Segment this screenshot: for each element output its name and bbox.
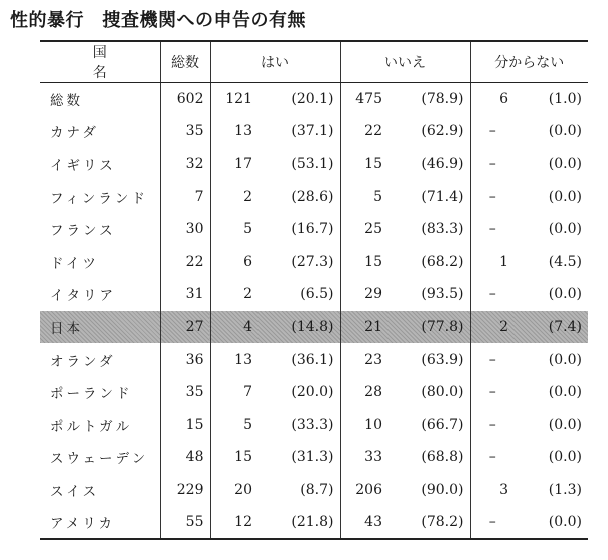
table-row: [40, 278, 588, 311]
total-cell: 35: [160, 115, 210, 148]
no-count-cell: 25: [340, 213, 388, 246]
table-row: [40, 148, 588, 181]
unknown-count-cell: –: [470, 376, 514, 409]
country-name-cell: ドイツ: [50, 255, 99, 272]
yes-count-cell: 15: [210, 441, 258, 474]
no-count-cell: 29: [340, 278, 388, 311]
yes-percent-cell: (8.7): [300, 481, 334, 498]
unknown-percent-cell: (0.0): [548, 449, 582, 466]
unknown-percent-cell: (0.0): [548, 384, 582, 401]
no-percent-cell: (80.0): [421, 384, 464, 401]
country-name-cell: イギリス: [50, 157, 116, 174]
no-count-cell: 33: [340, 441, 388, 474]
table-row: [40, 83, 588, 116]
unknown-count-cell: 6: [470, 83, 514, 116]
total-cell: 15: [160, 408, 210, 441]
total-cell: 32: [160, 148, 210, 181]
no-count-cell: 21: [340, 311, 388, 344]
unknown-percent-cell: (0.0): [548, 123, 582, 140]
yes-count-cell: 2: [210, 180, 258, 213]
country-name-cell: ポーランド: [50, 386, 133, 403]
total-cell: 602: [160, 83, 210, 116]
unknown-count-cell: –: [470, 213, 514, 246]
yes-count-cell: 12: [210, 506, 258, 539]
unknown-percent-cell: (0.0): [548, 221, 582, 238]
header-total: 総数: [160, 41, 210, 83]
no-percent-cell: (90.0): [421, 481, 464, 498]
table-title: 性的暴行 捜査機関への申告の有無: [10, 10, 306, 31]
header-yes: はい: [210, 41, 340, 83]
unknown-percent-cell: (0.0): [548, 155, 582, 172]
table-row: [40, 441, 588, 474]
no-count-cell: 15: [340, 245, 388, 278]
unknown-percent-cell: (4.5): [548, 253, 582, 270]
unknown-percent-cell: (0.0): [548, 286, 582, 303]
yes-percent-cell: (14.8): [258, 311, 340, 344]
yes-count-cell: 121: [210, 83, 258, 116]
no-count-cell: 10: [340, 408, 388, 441]
table-row: [40, 213, 588, 246]
unknown-percent-cell: (7.4): [514, 311, 588, 344]
total-cell: 30: [160, 213, 210, 246]
table-row: [40, 408, 588, 441]
country-name-cell: アメリカ: [40, 506, 160, 539]
header-unknown: 分からない: [470, 41, 588, 83]
yes-percent-cell: (20.1): [291, 91, 334, 108]
unknown-percent-cell: (0.0): [548, 416, 582, 433]
country-name-cell: オランダ: [50, 353, 116, 370]
no-count-cell: 28: [340, 376, 388, 409]
unknown-percent-cell: (0.0): [548, 188, 582, 205]
country-name-cell: 日本: [40, 311, 160, 344]
table-row: [40, 180, 588, 213]
unknown-count-cell: –: [470, 115, 514, 148]
yes-percent-cell: (31.3): [291, 449, 334, 466]
unknown-count-cell: –: [470, 180, 514, 213]
no-percent-cell: (62.9): [421, 123, 464, 140]
country-name-cell: スイス: [50, 483, 100, 500]
yes-count-cell: 5: [210, 408, 258, 441]
header-no: いいえ: [340, 41, 470, 83]
header-row: [40, 41, 588, 83]
country-name-cell: カナダ: [50, 125, 99, 142]
no-count-cell: 43: [340, 506, 388, 539]
country-name-cell: スウェーデン: [50, 451, 149, 468]
total-cell: 55: [160, 506, 210, 539]
no-percent-cell: (78.2): [388, 506, 470, 539]
table-row: [40, 343, 588, 376]
no-percent-cell: (66.7): [421, 416, 464, 433]
unknown-count-cell: –: [470, 441, 514, 474]
no-count-cell: 15: [340, 148, 388, 181]
no-count-cell: 206: [340, 474, 388, 507]
total-cell: 7: [160, 180, 210, 213]
total-cell: 35: [160, 376, 210, 409]
total-cell: 31: [160, 278, 210, 311]
yes-percent-cell: (16.7): [291, 221, 334, 238]
unknown-count-cell: 2: [470, 311, 514, 344]
no-count-cell: 22: [340, 115, 388, 148]
country-name-cell: フランス: [50, 223, 116, 240]
unknown-percent-cell: (1.0): [548, 91, 582, 108]
yes-count-cell: 13: [210, 343, 258, 376]
table-row: [40, 245, 588, 278]
country-name-cell: 総数: [50, 93, 83, 110]
country-name-cell: イタリア: [50, 288, 116, 305]
no-count-cell: 5: [340, 180, 388, 213]
table-body: [40, 83, 588, 539]
total-cell: 36: [160, 343, 210, 376]
yes-count-cell: 5: [210, 213, 258, 246]
yes-percent-cell: (27.3): [291, 253, 334, 270]
country-name-cell: ポルトガル: [50, 418, 133, 435]
yes-count-cell: 20: [210, 474, 258, 507]
total-cell: 27: [160, 311, 210, 344]
yes-count-cell: 13: [210, 115, 258, 148]
unknown-count-cell: 3: [470, 474, 514, 507]
yes-count-cell: 4: [210, 311, 258, 344]
yes-percent-cell: (6.5): [300, 286, 334, 303]
unknown-count-cell: –: [470, 408, 514, 441]
unknown-percent-cell: (0.0): [548, 351, 582, 368]
no-count-cell: 23: [340, 343, 388, 376]
no-percent-cell: (83.3): [421, 221, 464, 238]
total-cell: 48: [160, 441, 210, 474]
country-name-cell: フィンランド: [50, 190, 148, 207]
yes-count-cell: 6: [210, 245, 258, 278]
report-table: [40, 40, 588, 540]
total-cell: 22: [160, 245, 210, 278]
yes-count-cell: 2: [210, 278, 258, 311]
yes-percent-cell: (33.3): [291, 416, 334, 433]
table-row: [40, 311, 588, 344]
table-row: [40, 115, 588, 148]
yes-percent-cell: (20.0): [291, 384, 334, 401]
unknown-count-cell: 1: [470, 245, 514, 278]
unknown-percent-cell: (1.3): [548, 481, 582, 498]
yes-percent-cell: (28.6): [291, 188, 334, 205]
table-row: [40, 376, 588, 409]
unknown-count-cell: –: [470, 506, 514, 539]
no-count-cell: 475: [340, 83, 388, 116]
no-percent-cell: (63.9): [421, 351, 464, 368]
yes-percent-cell: (36.1): [291, 351, 334, 368]
unknown-count-cell: –: [470, 148, 514, 181]
no-percent-cell: (68.2): [421, 253, 464, 270]
yes-count-cell: 17: [210, 148, 258, 181]
no-percent-cell: (93.5): [421, 286, 464, 303]
unknown-count-cell: –: [470, 343, 514, 376]
table-row: [40, 506, 588, 539]
yes-percent-cell: (37.1): [291, 123, 334, 140]
no-percent-cell: (78.9): [421, 91, 464, 108]
unknown-percent-cell: (0.0): [514, 506, 588, 539]
yes-percent-cell: (53.1): [291, 155, 334, 172]
no-percent-cell: (77.8): [388, 311, 470, 344]
yes-percent-cell: (21.8): [258, 506, 340, 539]
yes-count-cell: 7: [210, 376, 258, 409]
total-cell: 229: [160, 474, 210, 507]
header-country: 国 名: [40, 41, 160, 83]
table-row: [40, 474, 588, 507]
unknown-count-cell: –: [470, 278, 514, 311]
no-percent-cell: (46.9): [421, 155, 464, 172]
no-percent-cell: (71.4): [421, 188, 464, 205]
no-percent-cell: (68.8): [421, 449, 464, 466]
